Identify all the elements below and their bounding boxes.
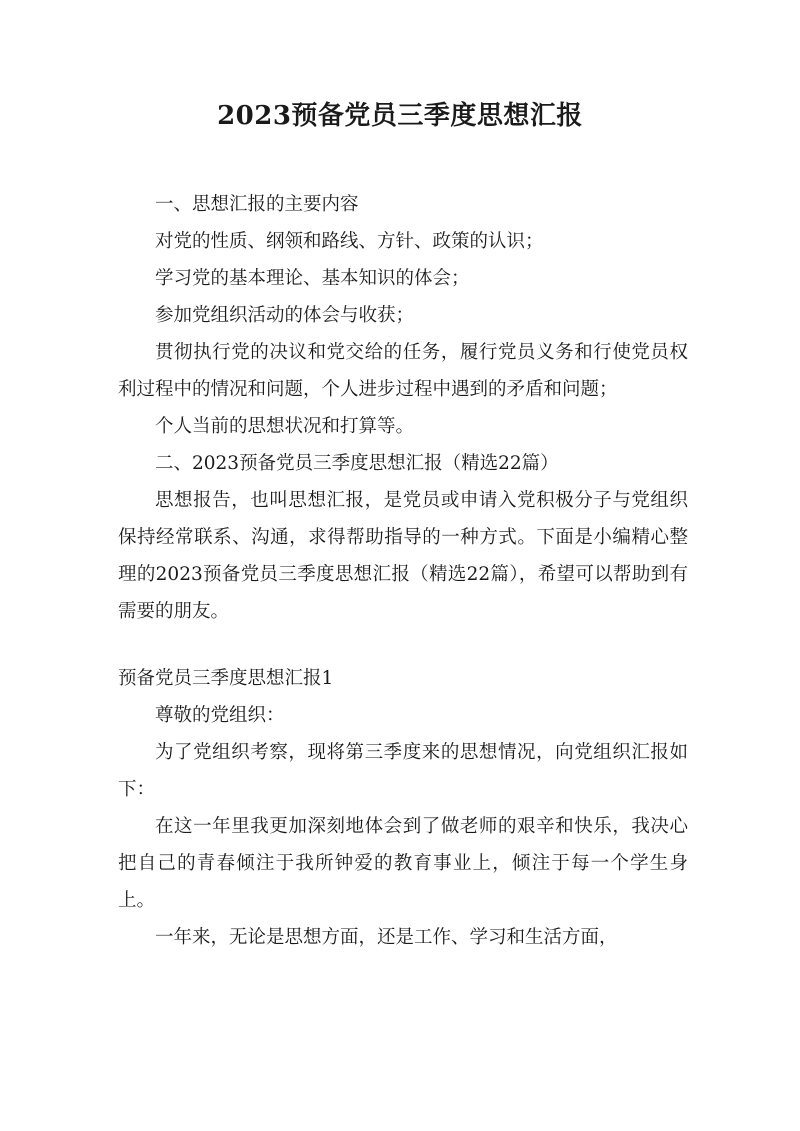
paragraph: 一年来，无论是思想方面，还是工作、学习和生活方面， bbox=[155, 927, 618, 948]
paragraph: 参加党组织活动的体会与收获； bbox=[155, 305, 415, 326]
section-spacer bbox=[118, 630, 688, 660]
section-heading: 预备党员三季度思想汇报1 bbox=[118, 668, 334, 689]
paragraph: 一、思想汇报的主要内容 bbox=[155, 194, 359, 215]
paragraph: 贯彻执行党的决议和党交给的任务，履行党员义务和行使党员权利过程中的情况和问题，个人进步过程中遇到的矛盾和问题； bbox=[118, 342, 688, 400]
paragraph: 思想报告，也叫思想汇报，是党员或申请入党积极分子与党组织保持经常联系、沟通，求得帮助指导的一种方式。下面是小编精心整理的2023预备党员三季度思想汇报（精选22篇），希望可以帮助到有需要的朋友。 bbox=[118, 490, 688, 622]
document-title: 2023预备党员三季度思想汇报 bbox=[217, 101, 583, 131]
document-body bbox=[118, 186, 688, 956]
paragraph: 对党的性质、纲领和路线、方针、政策的认识； bbox=[155, 231, 544, 252]
paragraph: 在这一年里我更加深刻地体会到了做老师的艰辛和快乐，我决心把自己的青春倾注于我所钟爱的教育事业上，倾注于每一个学生身上。 bbox=[118, 816, 688, 911]
paragraph: 学习党的基本理论、基本知识的体会； bbox=[155, 268, 470, 289]
paragraph: 为了党组织考察，现将第三季度来的思想情况，向党组织汇报如下： bbox=[118, 742, 688, 800]
paragraph: 二、2023预备党员三季度思想汇报（精选22篇） bbox=[155, 453, 559, 474]
paragraph: 尊敬的党组织： bbox=[155, 705, 285, 726]
paragraph: 个人当前的思想状况和打算等。 bbox=[155, 416, 415, 437]
